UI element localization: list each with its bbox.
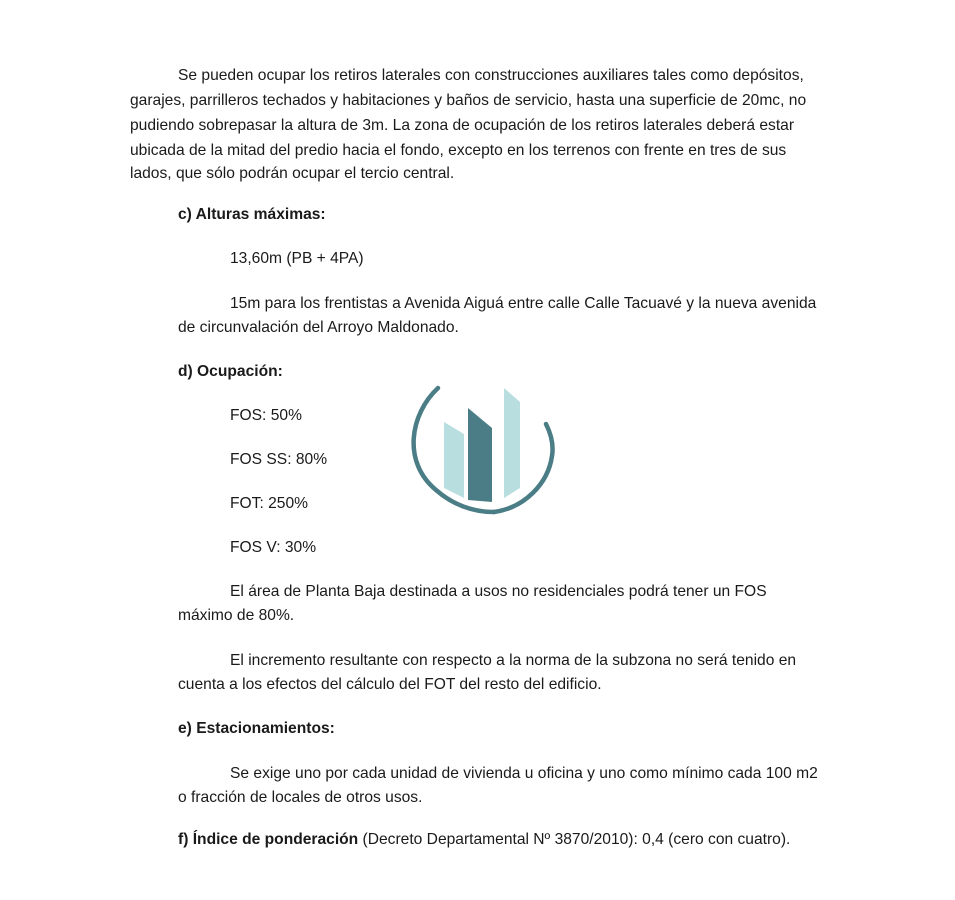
ocupacion-item-fos-v: FOS V: 30%	[230, 539, 317, 556]
heading-estacionamientos: e) Estacionamientos:	[178, 720, 335, 737]
watermark-arc-right	[494, 424, 553, 512]
intro-line-1: Se pueden ocupar los retiros laterales con construcciones auxiliares tales como depósitos,	[178, 67, 804, 84]
alturas-value: 13,60m (PB + 4PA)	[230, 250, 364, 267]
ocupacion-note1-line-2: máximo de 80%.	[178, 607, 295, 624]
heading-indice: f) Índice de ponderación	[178, 831, 359, 848]
ocupacion-note2-line-1: El incremento resultante con respecto a la norma de la subzona no será tenido en	[230, 652, 797, 669]
indice-text: (Decreto Departamental Nº 3870/2010): 0,4 (cero con cuatro).	[358, 831, 791, 848]
watermark-light-bar-left	[444, 422, 464, 498]
ocupacion-item-fos: FOS: 50%	[230, 407, 302, 424]
watermark-logo	[396, 380, 566, 525]
intro-line-5: lados, que sólo podrán ocupar el tercio central.	[130, 165, 455, 182]
alturas-note-line-1: 15m para los frentistas a Avenida Aiguá entre calle Calle Tacuavé y la nueva avenida	[230, 295, 817, 312]
ocupacion-item-fos-ss: FOS SS: 80%	[230, 451, 328, 468]
indice-paragraph	[178, 830, 790, 850]
heading-ocupacion: d) Ocupación:	[178, 363, 283, 380]
intro-line-4: ubicada de la mitad del predio hacia el fondo, excepto en los terrenos con frente en tres de sus	[130, 142, 787, 159]
ocupacion-note2-line-2: cuenta a los efectos del cálculo del FOT del resto del edificio.	[178, 676, 602, 693]
watermark-dark-bar	[468, 408, 492, 502]
ocupacion-item-fot: FOT: 250%	[230, 495, 308, 512]
estacionamientos-line-2: o fracción de locales de otros usos.	[178, 789, 423, 806]
estacionamientos-line-1: Se exige uno por cada unidad de vivienda u oficina y uno como mínimo cada 100 m2	[230, 765, 818, 782]
alturas-note-line-2: de circunvalación del Arroyo Maldonado.	[178, 319, 459, 336]
intro-line-3: pudiendo sobrepasar la altura de 3m. La zona de ocupación de los retiros laterales deberá estar	[130, 117, 795, 134]
watermark-light-bar-right	[504, 388, 520, 498]
intro-line-2: garajes, parrilleros techados y habitaciones y baños de servicio, hasta una superficie de 20mc, no	[130, 92, 807, 109]
heading-alturas: c) Alturas máximas:	[178, 206, 326, 223]
ocupacion-note1-line-1: El área de Planta Baja destinada a usos no residenciales podrá tener un FOS	[230, 583, 767, 600]
